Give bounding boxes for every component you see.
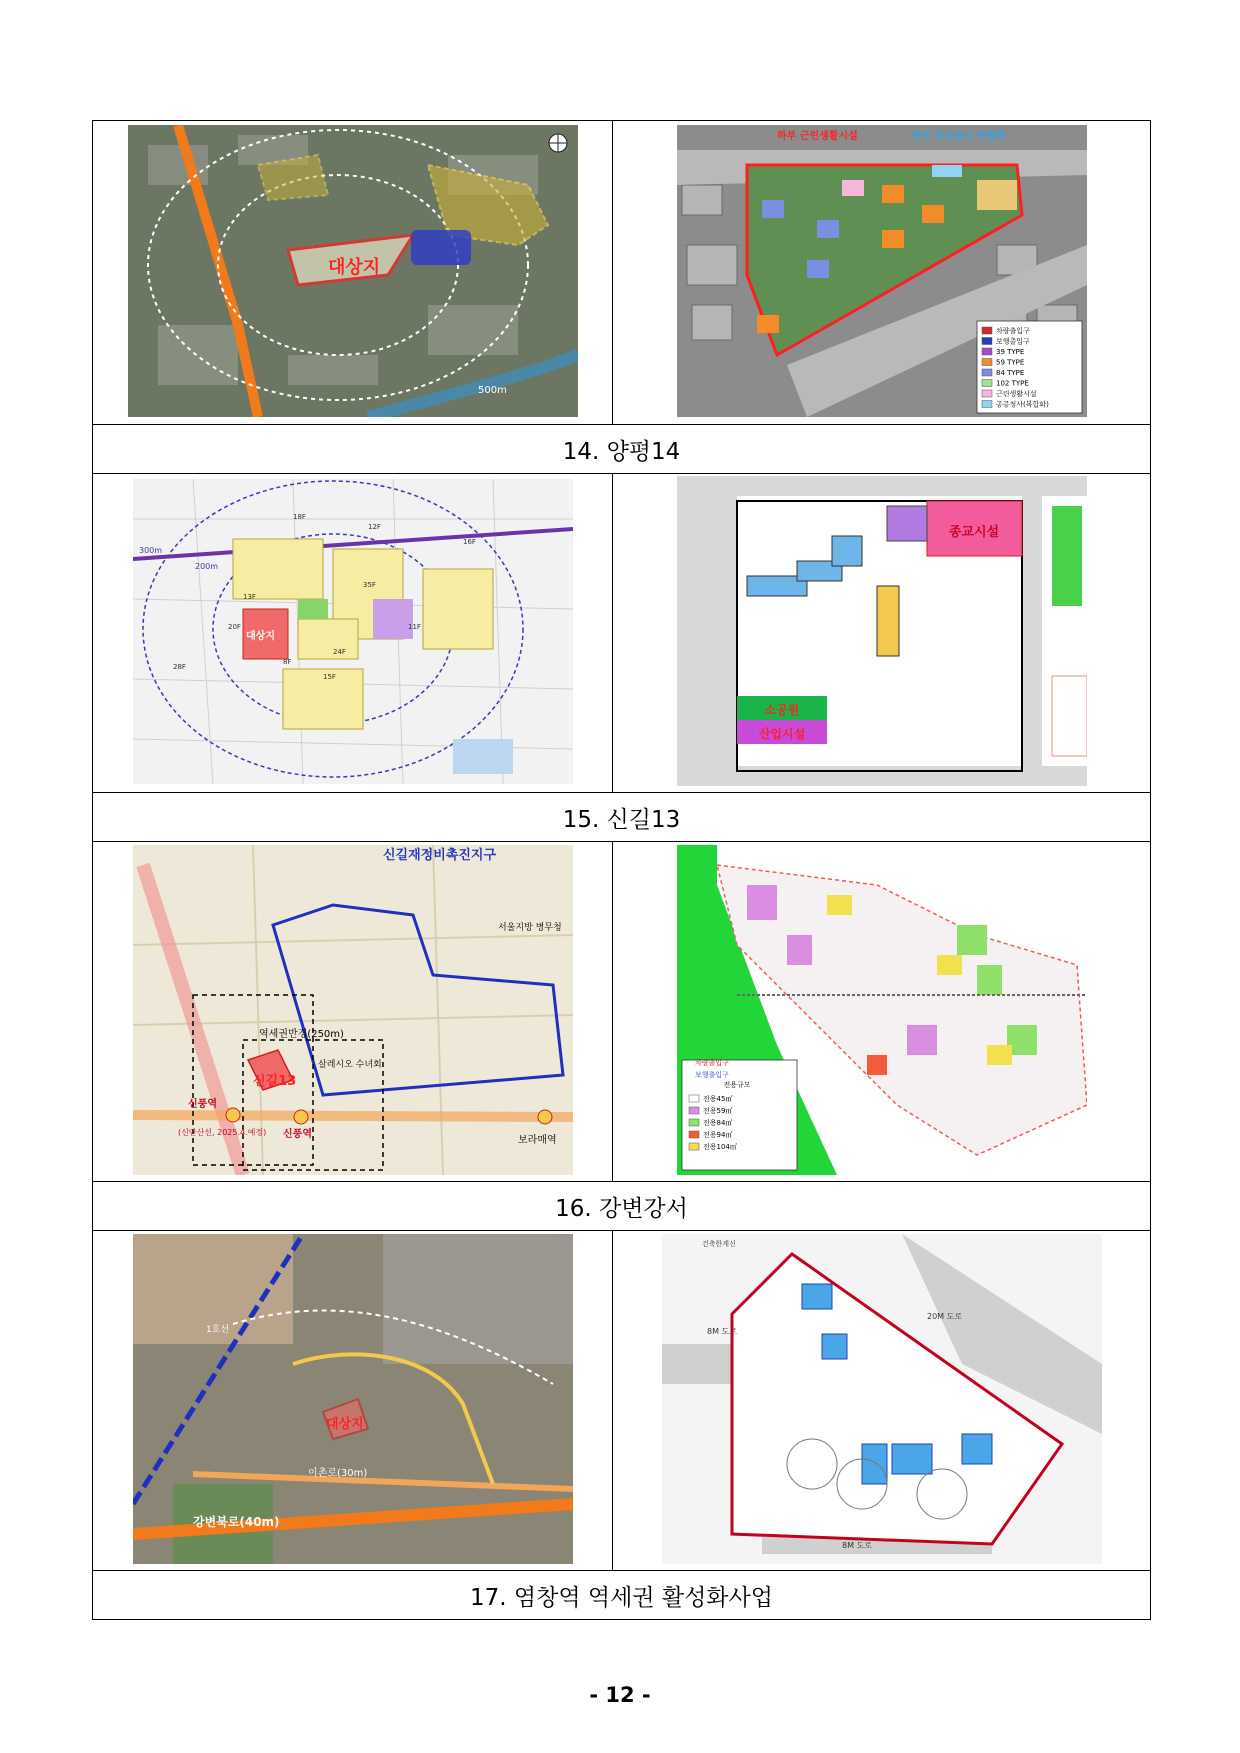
legend-label: 차량출입구 (995, 326, 1030, 335)
floor-label: 20F (227, 622, 241, 631)
building-line-label: 건축한계선 (701, 1239, 736, 1248)
radius-200-label: 200m (194, 561, 218, 571)
site-map-cell (93, 474, 613, 793)
site-plan-cell (613, 474, 1151, 793)
legend-swatch (982, 400, 992, 407)
legend-swatch (982, 379, 992, 386)
site-plan-cell (613, 1231, 1151, 1571)
page-number: - 12 - (589, 1683, 651, 1707)
road-gangbyeon-label: 강변북로(40m) (192, 1514, 280, 1529)
legend-swatch (689, 1095, 699, 1102)
floor-label: 35F (362, 580, 376, 589)
project-caption: 15. 신길13 (93, 793, 1151, 842)
legend-header: 전용규모 (722, 1080, 751, 1089)
project-table (92, 120, 1151, 1620)
site-plan-cell (613, 842, 1151, 1182)
military-office-label: 서울지방 병무청 (497, 922, 562, 933)
legend-label: 전용94㎡ (702, 1130, 732, 1139)
legend-swatch (689, 1107, 699, 1114)
floor-label: 24F (332, 647, 346, 656)
road-20m-label: 20M 도로 (926, 1311, 962, 1321)
redevelopment-district-label: 신길재정비촉진지구 (382, 847, 496, 863)
legend-label: 근린생활시설 (995, 389, 1037, 398)
legend-swatch (982, 390, 992, 397)
site-map-cell (93, 1231, 613, 1571)
legend-label: 전용84㎡ (702, 1118, 732, 1127)
legend-label: 39 TYPE (995, 347, 1024, 356)
floor-label: 15F (322, 672, 336, 681)
road-ichon-label: 이촌로(30m) (307, 1467, 367, 1479)
vehicle-entrance-label: 차량출입구 (694, 1058, 729, 1067)
station-note-label: (신안산선, 2025.4.예정) (177, 1127, 266, 1137)
legend-swatch (689, 1143, 699, 1150)
floor-label: 11F (407, 622, 421, 631)
legend-label: 84 TYPE (995, 368, 1024, 377)
radius-label: 500m (477, 384, 507, 396)
pedestrian-entrance-label: 보행출입구 (694, 1070, 729, 1079)
legend-label: 공공청사(복합화) (995, 400, 1049, 408)
road-8m-bottom-label: 8M 도로 (841, 1540, 872, 1550)
site-map-cell (93, 842, 613, 1182)
aerial-site-map (133, 1234, 573, 1564)
legend-swatch (689, 1119, 699, 1126)
aerial-site-map (128, 125, 578, 417)
floor-label: 8F (282, 657, 291, 666)
legend-swatch (982, 337, 992, 344)
legend-swatch (982, 358, 992, 365)
floor-label: 13F (242, 592, 256, 601)
station-sinpung-label: 신풍역 (282, 1128, 312, 1140)
small-park-label: 소공원 (764, 703, 799, 717)
zoning-map (133, 479, 573, 784)
legend-label: 102 TYPE (995, 379, 1029, 387)
station-area-map (133, 845, 573, 1175)
legend-label: 보행출입구 (995, 337, 1030, 345)
site-plan-image (662, 1234, 1102, 1564)
target-site-label: 대상지 (245, 630, 275, 642)
legend-label: 59 TYPE (995, 358, 1024, 366)
legend-swatch (982, 369, 992, 376)
religious-facility-label: 종교시설 (948, 525, 999, 540)
lower-commercial-label: 하부 근린생활시설 (776, 130, 858, 142)
station-radius-label: 역세권반경(250m) (258, 1028, 344, 1040)
site-plan-image (677, 845, 1087, 1175)
salesio-label: 살레시오 수녀회 (317, 1059, 382, 1070)
lower-public-label: 하부 공공청사 복합화 (911, 130, 1006, 142)
radius-300-label: 300m (138, 545, 162, 555)
target-site-label: 대상지 (325, 1416, 364, 1432)
site-map-cell (93, 121, 613, 425)
site-plan-image (677, 125, 1087, 417)
legend-label: 전용45㎡ (702, 1094, 732, 1103)
road-8m-left-label: 8M 도로 (706, 1326, 737, 1336)
target-site-label: 대상지 (327, 256, 380, 278)
industrial-facility-label: 산업시설 (758, 727, 805, 741)
project-caption: 14. 양평14 (93, 425, 1151, 474)
target-site-label: 신길13 (252, 1073, 296, 1089)
floor-label: 28F (172, 662, 186, 671)
project-caption: 17. 염창역 역세권 활성화사업 (93, 1571, 1151, 1620)
legend-swatch (982, 327, 992, 334)
legend-label: 전용104㎡ (702, 1142, 737, 1151)
station-sinpung-new-label: 신풍역 (187, 1098, 217, 1110)
floor-label: 12F (367, 522, 381, 531)
floor-label: 16F (462, 537, 476, 546)
station-boramae-label: 보라매역 (517, 1134, 557, 1146)
floor-label: 18F (292, 512, 306, 521)
legend-label: 전용59㎡ (702, 1106, 732, 1115)
site-plan-cell (613, 121, 1151, 425)
line-1-label: 1호선 (205, 1324, 229, 1335)
legend-swatch (982, 348, 992, 355)
site-plan-image (677, 476, 1087, 786)
legend-swatch (689, 1131, 699, 1138)
project-caption: 16. 강변강서 (93, 1182, 1151, 1231)
